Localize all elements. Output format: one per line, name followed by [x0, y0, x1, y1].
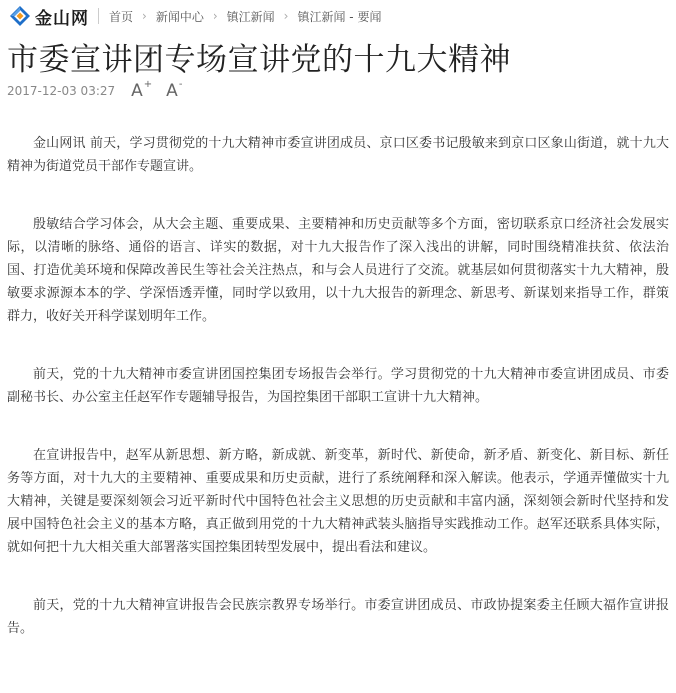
logo-divider [98, 8, 99, 24]
font-decrease-glyph: A [166, 81, 178, 101]
font-increase-button[interactable] [131, 81, 152, 101]
article-paragraph: 殷敏结合学习体会，从大会主题、重要成果、主要精神和历史贡献等多个方面，密切联系京口经济社会发展实际，以清晰的脉络、通俗的语言、详实的数据，对十九大报告作了深入浅出的讲解，同时围绕精准扶贫、依法治国、打造优美环境和保障改善民生等社会关注热点，和与会人员进行了交流。就基层如何贯彻落实十九大精神，殷敏要求源源本本的学、学深悟透弄懂，同时学以致用，以十九大报告的新理念、新思考、新谋划来指导工作，群策群力，收好关开科学谋划明年工作。 [7, 217, 669, 324]
article-paragraph: 金山网讯 前天，学习贯彻党的十九大精神市委宣讲团成员、京口区委书记殷敏来到京口区象山街道，就十九大精神为街道党员干部作专题宣讲。 [7, 136, 669, 174]
breadcrumb-news-center[interactable]: 新闻中心 [155, 9, 204, 24]
chevron-right-icon: › [142, 9, 147, 23]
breadcrumb-zhenjiang-news[interactable]: 镇江新闻 [226, 9, 275, 24]
logo-mark-icon [9, 5, 31, 27]
article-body [7, 132, 669, 675]
breadcrumb [109, 8, 381, 25]
article-paragraph: 前天，党的十九大精神市委宣讲团国控集团专场报告会举行。学习贯彻党的十九大精神市委宣讲团成员、市委副秘书长、办公室主任赵军作专题辅导报告，为国控集团干部职工宣讲十九大精神。 [7, 367, 669, 405]
font-increase-mark: + [143, 79, 153, 90]
article-paragraph: 在宣讲报告中，赵军从新思想、新方略，新成就、新变革，新时代、新使命，新矛盾、新变化、新目标、新任务等方面，对十九大的主要精神、重要成果和历史贡献，进行了系统阐释和深入解读。他表示，学通弄懂做实十九大精神，关键是要深刻领会习近平新时代中国特色社会主义思想的历史贡献和丰富内涵，深刻领会新时代坚持和发展中国特色社会主义的基本方略，真正做到用党的十九大精神武装头脑指导实践推动工作。赵军还联系具体实际，就如何把十九大相关重大部署落实国控集团转型发展中，提出看法和建议。 [7, 448, 669, 555]
top-bar [0, 0, 676, 32]
font-decrease-button[interactable] [166, 81, 182, 101]
logo-text: 金山网 [35, 8, 89, 29]
publish-date: 2017-12-03 03:27 [7, 84, 116, 98]
article-paragraph: 前天，党的十九大精神宣讲报告会民族宗教界专场举行。市委宣讲团成员、市政协提案委主任顾大福作宣讲报告。 [7, 598, 669, 636]
breadcrumb-home[interactable]: 首页 [109, 9, 134, 24]
breadcrumb-headlines[interactable]: 镇江新闻 - 要闻 [297, 9, 382, 24]
site-logo[interactable] [9, 5, 89, 27]
article-title: 市委宣讲团专场宣讲党的十九大精神 [7, 42, 511, 78]
article-meta [7, 80, 182, 102]
font-decrease-mark: - [178, 79, 183, 90]
chevron-right-icon: › [283, 9, 289, 23]
font-increase-glyph: A [131, 81, 143, 101]
chevron-right-icon: › [212, 9, 218, 23]
